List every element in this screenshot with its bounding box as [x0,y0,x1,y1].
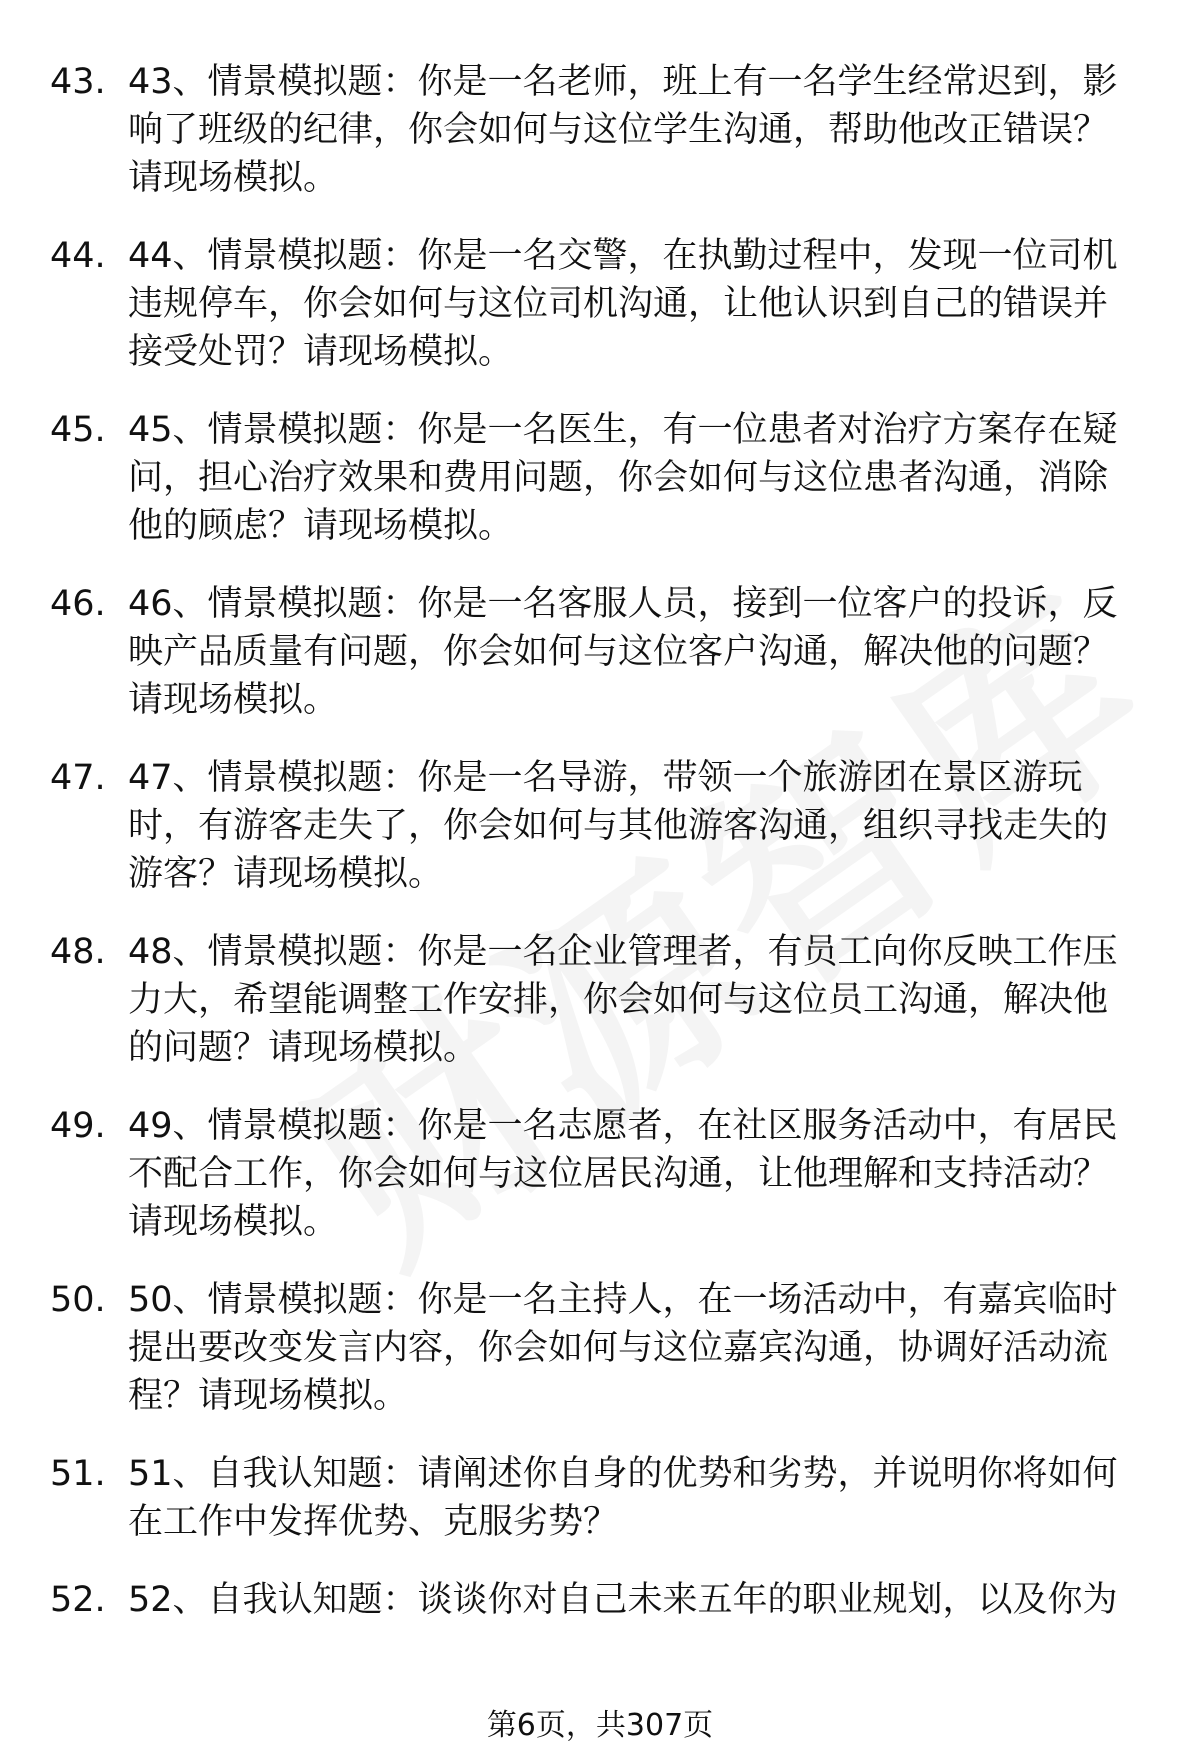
question-text: 50、情景模拟题：你是一名主持人，在一场活动中，有嘉宾临时提出要改变发言内容，你会如何与这位嘉宾沟通，协调好活动流程？请现场模拟。 [128,1280,1118,1416]
question-number: 44. [50,236,106,276]
question-number: 52. [50,1580,106,1620]
question-text: 51、自我认知题：请阐述你自身的优势和劣势，并说明你将如何在工作中发挥优势、克服劣势？ [128,1454,1118,1542]
list-item-q46 [0,580,1200,724]
question-number: 47. [50,758,106,798]
question-text: 48、情景模拟题：你是一名企业管理者，有员工向你反映工作压力大，希望能调整工作安排，你会如何与这位员工沟通，解决他的问题？请现场模拟。 [128,932,1118,1068]
question-number: 46. [50,584,106,624]
question-text: 47、情景模拟题：你是一名导游，带领一个旅游团在景区游玩时，有游客走失了，你会如何与其他游客沟通，组织寻找走失的游客？请现场模拟。 [128,758,1109,894]
question-text: 45、情景模拟题：你是一名医生，有一位患者对治疗方案存在疑问，担心治疗效果和费用问题，你会如何与这位患者沟通，消除他的顾虑？请现场模拟。 [128,410,1118,546]
question-number: 50. [50,1280,106,1320]
list-item-q45 [0,406,1200,550]
question-number: 49. [50,1106,106,1146]
question-text: 43、情景模拟题：你是一名老师，班上有一名学生经常迟到，影响了班级的纪律，你会如何与这位学生沟通，帮助他改正错误？请现场模拟。 [128,62,1118,198]
page-footer: 第6页，共307页 [486,1708,714,1743]
question-number: 43. [50,62,106,102]
list-item-q51 [0,1450,1200,1546]
list-item-q52 [0,1576,1200,1624]
question-text: 46、情景模拟题：你是一名客服人员，接到一位客户的投诉，反映产品质量有问题，你会如何与这位客户沟通，解决他的问题？请现场模拟。 [128,584,1118,720]
question-list [0,58,1200,1654]
list-item-q48 [0,928,1200,1072]
question-number: 45. [50,410,106,450]
question-number: 48. [50,932,106,972]
question-text: 44、情景模拟题：你是一名交警，在执勤过程中，发现一位司机违规停车，你会如何与这位司机沟通，让他认识到自己的错误并接受处罚？请现场模拟。 [128,236,1118,372]
question-number: 51. [50,1454,106,1494]
question-text: 52、自我认知题：谈谈你对自己未来五年的职业规划，以及你为 [128,1580,1118,1620]
question-text: 49、情景模拟题：你是一名志愿者，在社区服务活动中，有居民不配合工作，你会如何与这位居民沟通，让他理解和支持活动？请现场模拟。 [128,1106,1118,1242]
list-item-q44 [0,232,1200,376]
list-item-q43 [0,58,1200,202]
list-item-q47 [0,754,1200,898]
list-item-q49 [0,1102,1200,1246]
list-item-q50 [0,1276,1200,1420]
